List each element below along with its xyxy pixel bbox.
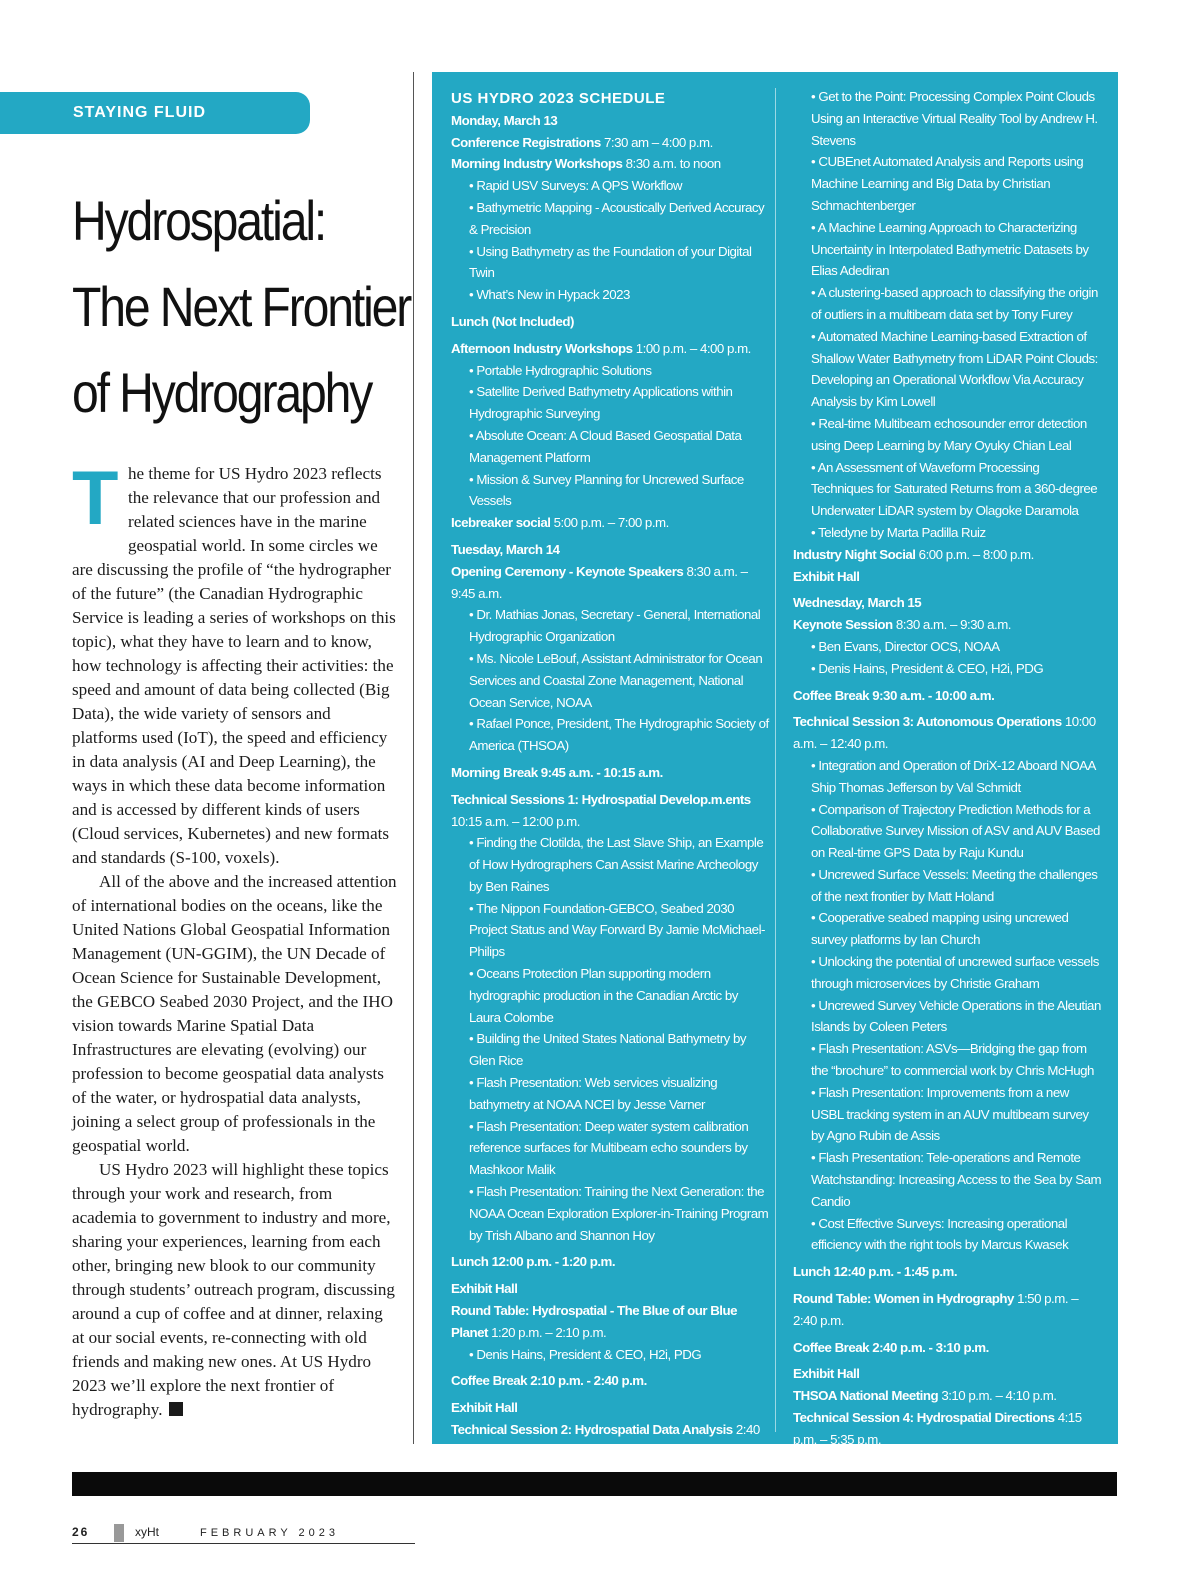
schedule-entry-time: 8:30 a.m. to noon: [622, 156, 721, 172]
schedule-entry-title: Exhibit Hall: [451, 1400, 518, 1416]
schedule-entry-time: 3:10 p.m. – 4:10 p.m.: [938, 1388, 1057, 1404]
paragraph-3-text: US Hydro 2023 will highlight these topics through your work and research, from academia to government to industry and more, sharing your experiences, learning from each other, bringing new blook to our community through students’ outreach program, discussing around a cup of coffee and at dinner, relaxing at our social events, re-connecting with old friends and making new ones. At US Hydro 2023 we’ll explore the next frontier of hydrography.: [72, 1160, 395, 1419]
schedule-item: • Portable Hydrographic Solutions: [469, 362, 652, 378]
schedule-entry-title: Technical Session 3: Autonomous Operations: [793, 714, 1062, 730]
schedule-entry-title: Exhibit Hall: [793, 568, 860, 584]
schedule-entry: [451, 132, 769, 154]
schedule-entry-title: Technical Session 4: Hydrospatial Directions: [793, 1410, 1055, 1426]
schedule-entry: [793, 544, 1103, 566]
schedule-item: • Cooperative seabed mapping using uncrewed survey platforms by Ian Church: [811, 910, 1069, 948]
schedule-day: Monday, March 13: [451, 112, 558, 128]
schedule-item: • Cost Effective Surveys: Increasing operational efficiency with the right tools by Marcus Kwasek: [811, 1215, 1069, 1253]
schedule-left-list: [451, 110, 769, 1463]
schedule-entry-time: 6:00 p.m. – 8:00 p.m.: [915, 546, 1034, 562]
schedule-item: • Uncrewed Surface Vessels: Meeting the challenges of the next frontier by Matt Holand: [811, 866, 1098, 904]
schedule-entry-title: Morning Industry Workshops: [451, 156, 623, 172]
schedule-entry-title: Exhibit Hall: [451, 1281, 518, 1297]
schedule-item: • Rapid USV Surveys: A QPS Workflow: [469, 178, 683, 194]
schedule-entry-time: 2:40 p.m. – 5:30 p.m.: [451, 1422, 760, 1459]
schedule-entry: [793, 1385, 1103, 1407]
schedule-entry: [451, 1300, 769, 1344]
schedule-entry: [793, 1261, 1103, 1283]
schedule-item: • Uncrewed Survey Vehicle Operations in the Aleutian Islands by Coleen Peters: [811, 997, 1101, 1035]
schedule-item: • The Nippon Foundation-GEBCO, Seabed 2030 Project Status and Way Forward By Jamie McMichael-Philips: [469, 900, 765, 960]
schedule-entry: [451, 1278, 769, 1300]
schedule-entry-time: 1:00 p.m. – 4:00 p.m.: [632, 340, 751, 356]
article-paragraph-2: All of the above and the increased attention of international bodies on the oceans, like the United Nations Global Geospatial Information Management (UN-GGIM), the UN Decade of Ocean Science for Sustainable Development, the GEBCO Seabed 2030 Project, and the IHO vision towards Marine Spatial Data Infrastructures are elevating (evolving) our profession to become geospatial data analysts of the water, or hydrospatial data analysts, joining a select group of professionals in the geospatial world.: [72, 872, 397, 1155]
schedule-entry: [451, 153, 769, 175]
schedule-item: • Mission & Survey Planning for Uncrewed Surface Vessels: [469, 471, 744, 509]
schedule-entry-time: 4:15 p.m. – 5:35 p.m.: [793, 1410, 1082, 1447]
schedule-item: • Real-time Multibeam echosounder error detection using Deep Learning by Mary Oyuky Chian Leal: [811, 415, 1087, 453]
schedule-entry-title: Coffee Break 2:10 p.m. - 2:40 p.m.: [451, 1373, 647, 1389]
schedule-item: • Absolute Ocean: A Cloud Based Geospatial Data Management Platform: [469, 427, 742, 465]
schedule-entry-title: Morning Break 9:45 a.m. - 10:15 a.m.: [451, 764, 663, 780]
schedule-item: • An Assessment of Waveform Processing Techniques for Saturated Returns from a 360-degree Underwater LiDAR system by Olagoke Daramola: [811, 459, 1098, 519]
schedule-item: • A Machine Learning Approach to Characterizing Uncertainty in Interpolated Bathymetric Datasets by Elias Adediran: [811, 219, 1089, 279]
schedule-entry-title: Afternoon Industry Workshops: [451, 340, 633, 356]
schedule-entry-time: 8:30 a.m. – 9:30 a.m.: [892, 617, 1012, 633]
schedule-entry: [793, 1288, 1103, 1332]
schedule-entry-title: Lunch 12:40 p.m. - 1:45 p.m.: [793, 1264, 958, 1280]
schedule-day: Tuesday, March 14: [451, 541, 560, 557]
schedule-item: • Ms. Nicole LeBouf, Assistant Administrator for Ocean Services and Coastal Zone Management, National Ocean Service, NOAA: [469, 650, 763, 710]
schedule-entry-title: Conference Registrations: [451, 134, 601, 150]
schedule-entry-time: 8:30 a.m. – 9:45 a.m.: [451, 563, 748, 601]
schedule-entry: [793, 1363, 1103, 1385]
article-paragraph-3: [72, 1158, 398, 1422]
schedule-entry-title: Lunch 12:00 p.m. - 1:20 p.m.: [451, 1254, 616, 1270]
title-line-3: of Hydrography: [72, 361, 372, 424]
schedule-entry-title: Coffee Break 2:40 p.m. - 3:10 p.m.: [793, 1339, 989, 1355]
schedule-entry-title: Round Table: Hydrospatial - The Blue of our Blue Planet: [451, 1303, 738, 1340]
section-tab-label: STAYING FLUID: [73, 104, 207, 121]
schedule-entry: [451, 561, 769, 605]
schedule-entry-title: Lunch (Not Included): [451, 313, 574, 329]
schedule-entry-time: 10:15 a.m. – 12:00 p.m.: [451, 813, 580, 829]
schedule-item: • Finding the Clotilda, the Last Slave Ship, an Example of How Hydrographers Can Assist Marine Archeology by Ben Raines: [469, 835, 764, 894]
schedule-item: • Using Bathymetry as the Foundation of your Digital Twin: [469, 243, 752, 281]
schedule-item: • A clustering-based approach to classifying the origin of outliers in a multibeam data set by Tony Furey: [811, 285, 1098, 322]
schedule-item: • Get to the Point: Processing Complex Point Clouds Using an Interactive Virtual Reality Tool by Andrew H. Stevens: [811, 89, 1098, 148]
schedule-item: • Comparison of Trajectory Prediction Methods for a Collaborative Survey Mission of ASV and AUV Based on Real-time GPS Data by Raju Kundu: [811, 801, 1100, 861]
schedule-entry: [793, 711, 1103, 755]
schedule-item: • Flash Presentation: ASVs—Bridging the gap from the “brochure” to commercial work by Chris McHugh: [811, 1041, 1094, 1079]
schedule-entry-title: Technical Sessions 1: Hydrospatial Develop.m.ents: [451, 791, 751, 807]
schedule-entry-title: Coffee Break 9:30 a.m. - 10:00 a.m.: [793, 687, 995, 703]
footer-separator: [114, 1524, 124, 1542]
schedule-item: • Flash Presentation: Web services visualizing bathymetry at NOAA NCEI by Jesse Varner: [469, 1075, 718, 1112]
schedule-entry: [451, 311, 769, 333]
schedule-entry: [793, 1407, 1103, 1451]
schedule-item: • Flash Presentation: Deep water system calibration reference surfaces for Multibeam echo sounders by Mashkoor Malik: [469, 1118, 749, 1178]
schedule-entry: [793, 685, 1103, 707]
issue-date: FEBRUARY 2023: [200, 1527, 340, 1539]
schedule-entry-title: Exhibit Hall: [793, 1366, 860, 1382]
schedule-entry: [451, 1397, 769, 1419]
schedule-entry: [451, 762, 769, 784]
schedule-entry: [451, 512, 769, 534]
schedule-item: • Satellite Derived Bathymetry Applications within Hydrographic Surveying: [469, 384, 733, 422]
schedule-item: • Flash Presentation: Improvements from a new USBL tracking system in an AUV multibeam survey by Agno Rubin de Assis: [811, 1084, 1089, 1144]
schedule-item: • Oceans Protection Plan supporting modern hydrographic production in the Canadian Arctic by Laura Colombe: [469, 966, 738, 1025]
schedule-entry: [451, 1370, 769, 1392]
schedule-entry-time: 5:00 p.m. – 7:00 p.m.: [550, 515, 669, 531]
schedule-entry: [451, 789, 769, 833]
schedule-item: • Denis Hains, President & CEO, H2i, PDG: [811, 660, 1044, 676]
schedule-item: • Rafael Ponce, President, The Hydrographic Society of America (THSOA): [469, 716, 769, 754]
schedule-heading: US HYDRO 2023 SCHEDULE: [451, 90, 666, 107]
title-line-1: Hydrospatial:: [72, 189, 326, 252]
schedule-entry-title: Round Table: Women in Hydrography: [793, 1291, 1014, 1307]
schedule-entry: [451, 1419, 769, 1463]
schedule-entry: [451, 1251, 769, 1273]
page-number: 26: [72, 1525, 90, 1539]
schedule-entry-time: 1:20 p.m. – 2:10 p.m.: [487, 1324, 607, 1340]
schedule-entry-time: 10:00 a.m. – 12:40 p.m.: [793, 714, 1096, 752]
schedule-column-divider: [775, 88, 776, 1432]
end-mark-icon: [169, 1402, 183, 1416]
schedule-entry: [793, 566, 1103, 588]
schedule-item: • Flash Presentation: Tele-operations and Remote Watchstanding: Increasing Access to the Sea by Sam Candio: [811, 1150, 1102, 1209]
schedule-item: • Teledyne by Marta Padilla Ruiz: [811, 524, 986, 540]
schedule-entry-title: Technical Session 2: Hydrospatial Data Analysis: [451, 1422, 733, 1438]
schedule-item: • Integration and Operation of DriX-12 Aboard NOAA Ship Thomas Jefferson by Val Schmidt: [811, 757, 1096, 795]
schedule-item: • Building the United States National Bathymetry by Glen Rice: [469, 1031, 747, 1069]
schedule-item: • Flash Presentation: Training the Next Generation: the NOAA Ocean Exploration Explorer-in-Training Program by Trish Albano and Shannon Hoy: [469, 1184, 769, 1243]
schedule-entry-time: 7:30 am – 4:00 p.m.: [600, 134, 713, 150]
schedule-item: • CUBEnet Automated Analysis and Reports using Machine Learning and Big Data by Christian Schmachtenberger: [811, 154, 1084, 213]
schedule-entry: [793, 614, 1103, 636]
schedule-item: • Unlocking the potential of uncrewed surface vessels through microservices by Christie Graham: [811, 954, 1099, 991]
footer-bar: [72, 1472, 1117, 1496]
article-title: [72, 178, 411, 436]
schedule-item: • Ben Evans, Director OCS, NOAA: [811, 638, 1000, 654]
schedule-entry-title: Industry Night Social: [793, 546, 916, 562]
schedule-entry-title: THSOA National Meeting: [793, 1388, 939, 1404]
schedule-day: Wednesday, March 15: [793, 595, 922, 611]
schedule-item: • What’s New in Hypack 2023: [469, 287, 630, 303]
schedule-entry-title: Opening Ceremony - Keynote Speakers: [451, 563, 684, 579]
schedule-entry: [451, 338, 769, 360]
article-paragraph-1: [72, 456, 398, 870]
article-body: [72, 456, 398, 1422]
magazine-name: xyHt: [135, 1525, 159, 1539]
paragraph-1-text: he theme for US Hydro 2023 reflects the relevance that our profession and related sciences have in the marine geospatial world. In some circles we are discussing the profile of “the hydrographer of the future” (the Canadian Hydrographic Service is leading a series of workshops on this topic), what they have to learn and to know, how technology is affecting their activities: the speed and amount of data being collected (Big Data), the wide variety of sensors and platforms used (IoT), the speed and efficiency in data analysis (AI and Deep Learning), the ways in which these data become information and is accessed by different kinds of users (Cloud services, Kubernetes) and new formats and standards (S-100, voxels).: [72, 464, 396, 867]
column-divider: [413, 72, 414, 1444]
schedule-entry-title: Icebreaker social: [451, 515, 551, 531]
schedule-item: • Dr. Mathias Jonas, Secretary - General, International Hydrographic Organization: [469, 607, 761, 645]
schedule-entry-title: Keynote Session: [793, 617, 893, 633]
footer-rule: [72, 1543, 415, 1544]
schedule-entry-time: 1:50 p.m. – 2:40 p.m.: [793, 1291, 1079, 1328]
schedule-left-column: [451, 88, 769, 1463]
drop-cap: T: [72, 456, 119, 541]
schedule-entry: [793, 1337, 1103, 1359]
title-line-2: The Next Frontier: [72, 275, 411, 338]
schedule-item: • Denis Hains, President & CEO, H2i, PDG: [469, 1346, 702, 1362]
schedule-right-column: [793, 86, 1103, 1451]
schedule-item: • Bathymetric Mapping - Acoustically Derived Accuracy & Precision: [469, 199, 765, 237]
schedule-item: • Automated Machine Learning-based Extraction of Shallow Water Bathymetry from LiDAR Point Clouds: Developing an Operational Workflow Via Accuracy Analysis by Kim Lowell: [811, 328, 1098, 410]
